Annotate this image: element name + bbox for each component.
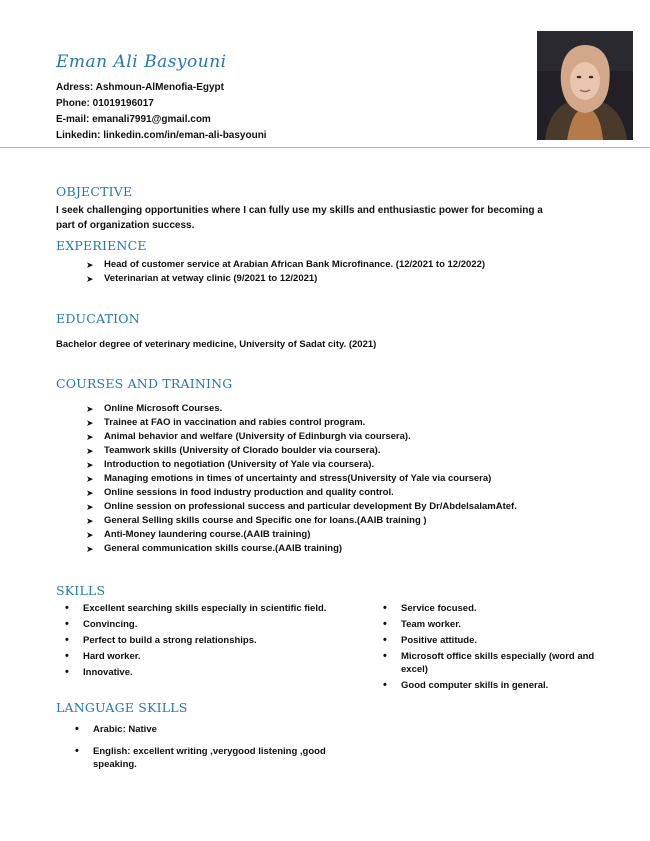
skill-item: Positive attitude. — [401, 635, 478, 646]
list-item — [86, 458, 517, 472]
course-item: Online session on professional success and particular development By Dr/AbdelsalamAtef. — [104, 501, 517, 512]
skill-item: Team worker. — [401, 619, 462, 630]
dot-bullet-icon: • — [65, 602, 69, 614]
skills-heading: SKILLS — [56, 583, 106, 598]
course-item: Trainee at FAO in vaccination and rabies control program. — [104, 417, 366, 428]
skills-list-right — [380, 602, 620, 695]
arrow-bullet-icon: ➤ — [86, 274, 94, 284]
course-item: Animal behavior and welfare (University of Edinburgh via coursera). — [104, 431, 411, 442]
arrow-bullet-icon: ➤ — [86, 260, 94, 270]
list-item — [380, 679, 620, 692]
list-item — [86, 258, 485, 272]
skill-item: Microsoft office skills especially (word and excel) — [401, 651, 595, 675]
course-item: Online Microsoft Courses. — [104, 403, 223, 414]
list-item — [86, 528, 517, 542]
arrow-bullet-icon: ➤ — [86, 488, 94, 498]
experience-item: Head of customer service at Arabian African Bank Microfinance. (12/2021 to 12/2022) — [104, 259, 486, 270]
arrow-bullet-icon: ➤ — [86, 404, 94, 414]
list-item — [86, 472, 517, 486]
arrow-bullet-icon: ➤ — [86, 446, 94, 456]
list-item — [72, 745, 362, 771]
dot-bullet-icon: • — [65, 634, 69, 646]
contact-block — [56, 80, 267, 144]
dot-bullet-icon: • — [383, 634, 387, 646]
experience-heading: EXPERIENCE — [56, 238, 147, 253]
dot-bullet-icon: • — [75, 745, 79, 757]
dot-bullet-icon: • — [383, 650, 387, 662]
list-item — [62, 602, 362, 615]
list-item — [86, 514, 517, 528]
list-item — [86, 402, 517, 416]
skill-item: Convincing. — [83, 619, 138, 630]
course-item: Anti-Money laundering course.(AAIB training) — [104, 529, 311, 540]
skills-list-left — [62, 602, 362, 682]
objective-heading: OBJECTIVE — [56, 184, 133, 199]
email: E-mail: emanali7991@gmail.com — [56, 114, 211, 125]
list-item — [380, 618, 620, 631]
dot-bullet-icon: • — [65, 650, 69, 662]
list-item — [72, 723, 362, 736]
dot-bullet-icon: • — [383, 679, 387, 691]
dot-bullet-icon: • — [65, 666, 69, 678]
education-heading: EDUCATION — [56, 311, 140, 326]
list-item — [86, 486, 517, 500]
language-skills-heading: LANGUAGE SKILLS — [56, 700, 188, 715]
course-item: General Selling skills course and Specific one for loans.(AAIB training ) — [104, 515, 427, 526]
skill-item: Excellent searching skills especially in scientific field. — [83, 603, 327, 614]
skill-item: Good computer skills in general. — [401, 680, 549, 691]
experience-list — [86, 258, 485, 286]
arrow-bullet-icon: ➤ — [86, 502, 94, 512]
list-item — [86, 416, 517, 430]
dot-bullet-icon: • — [65, 618, 69, 630]
list-item — [62, 666, 362, 679]
skill-item: Service focused. — [401, 603, 477, 614]
arrow-bullet-icon: ➤ — [86, 544, 94, 554]
address: Adress: Ashmoun-AlMenofia-Egypt — [56, 82, 224, 93]
list-item — [380, 634, 620, 647]
profile-photo — [537, 31, 633, 140]
dot-bullet-icon: • — [75, 723, 79, 735]
skill-item: Perfect to build a strong relationships. — [83, 635, 257, 646]
list-item — [380, 650, 620, 676]
language-list — [72, 723, 362, 774]
list-item — [62, 618, 362, 631]
list-item — [86, 444, 517, 458]
linkedin-link[interactable]: Linkedin: linkedin.com/in/eman-ali-basyouni — [56, 130, 267, 141]
skill-item: Innovative. — [83, 667, 133, 678]
education-text: Bachelor degree of veterinary medicine, University of Sadat city. (2021) — [56, 339, 377, 350]
dot-bullet-icon: • — [383, 602, 387, 614]
arrow-bullet-icon: ➤ — [86, 432, 94, 442]
header-divider — [0, 147, 650, 148]
skill-item: Hard worker. — [83, 651, 141, 662]
course-item: Introduction to negotiation (University of Yale via coursera). — [104, 459, 375, 470]
arrow-bullet-icon: ➤ — [86, 530, 94, 540]
arrow-bullet-icon: ➤ — [86, 516, 94, 526]
language-item: Arabic: Native — [93, 724, 157, 735]
list-item — [62, 634, 362, 647]
course-item: Online sessions in food industry production and quality control. — [104, 487, 394, 498]
list-item — [86, 542, 517, 556]
profile-photo-illustration — [537, 31, 633, 140]
course-item: Managing emotions in times of uncertainty and stress(University of Yale via coursera) — [104, 473, 492, 484]
language-item: English: excellent writing ,verygood listening ,good speaking. — [93, 746, 326, 770]
phone: Phone: 01019196017 — [56, 98, 154, 109]
arrow-bullet-icon: ➤ — [86, 474, 94, 484]
dot-bullet-icon: • — [383, 618, 387, 630]
arrow-bullet-icon: ➤ — [86, 418, 94, 428]
objective-text: I seek challenging opportunities where I can fully use my skills and enthusiastic power for becoming a part of organization success. — [56, 205, 543, 231]
list-item — [380, 602, 620, 615]
course-item: General communication skills course.(AAIB training) — [104, 543, 343, 554]
course-item: Teamwork skills (University of Clorado boulder via coursera). — [104, 445, 381, 456]
courses-heading: COURSES AND TRAINING — [56, 376, 233, 391]
experience-item: Veterinarian at vetway clinic (9/2021 to 12/2021) — [104, 273, 318, 284]
candidate-name: Eman Ali Basyouni — [56, 52, 227, 72]
list-item — [86, 272, 485, 286]
list-item — [62, 650, 362, 663]
courses-list — [86, 402, 517, 556]
arrow-bullet-icon: ➤ — [86, 460, 94, 470]
list-item — [86, 430, 517, 444]
list-item — [86, 500, 517, 514]
